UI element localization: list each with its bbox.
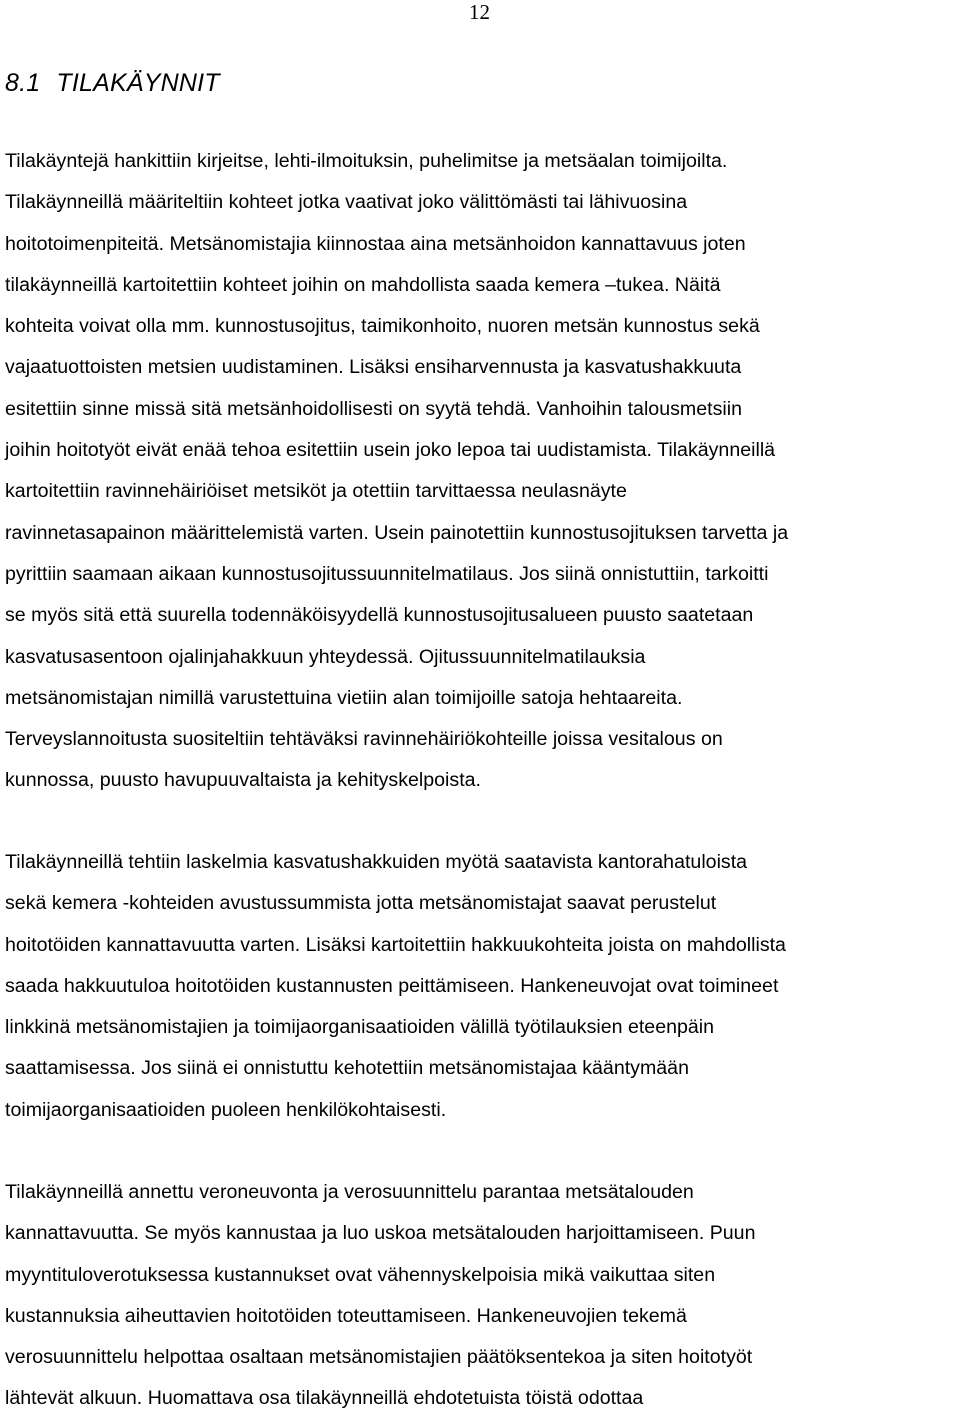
- text-line: sekä kemera -kohteiden avustussummista jotta metsänomistajat saavat perustelut: [5, 892, 717, 915]
- text-line: hoitotöiden kannattavuutta varten. Lisäksi kartoitettiin hakkuukohteita joista on mahdollista: [5, 933, 786, 956]
- text-line: metsänomistajan nimillä varustettuina vietiin alan toimijoille satoja hehtaareita.: [5, 686, 683, 709]
- paragraph-3: [5, 1172, 960, 1420]
- text-line: ravinnetasapainon määrittelemistä varten. Usein painotettiin kunnostusojituksen tarvetta ja: [5, 521, 789, 544]
- text-line: verosuunnittelu helpottaa osaltaan metsänomistajien päätöksentekoa ja siten hoitotyöt: [5, 1346, 753, 1369]
- text-line: se myös sitä että suurella todennäköisyydellä kunnostusojitusalueen puusto saatetaan: [5, 604, 754, 627]
- page-number: 12: [469, 0, 490, 24]
- paragraph-2: [5, 842, 960, 1131]
- section-number: 8.1: [5, 69, 41, 97]
- text-line: tilakäynneillä kartoitettiin kohteet joihin on mahdollista saada kemera –tukea. Näitä: [5, 273, 721, 296]
- text-line: Tilakäynneillä määriteltiin kohteet jotka vaativat joko välittömästi tai lähivuosina: [5, 191, 688, 214]
- paragraph-1: [5, 141, 960, 802]
- text-line: kasvatusasentoon ojalinjahakkuun yhteydessä. Ojitussuunnitelmatilauksia: [5, 645, 646, 668]
- text-line: kunnossa, puusto havupuuvaltaista ja kehityskelpoista.: [5, 769, 481, 792]
- text-line: Terveyslannoitusta suositeltiin tehtäväksi ravinnehäiriökohteille joissa vesitalous on: [5, 728, 723, 751]
- text-line: saada hakkuutuloa hoitotöiden kustannusten peittämiseen. Hankeneuvojat ovat toimineet: [5, 974, 779, 997]
- text-line: saattamisessa. Jos siinä ei onnistuttu kehotettiin metsänomistajaa kääntymään: [5, 1057, 689, 1080]
- text-line: kohteita voivat olla mm. kunnostusojitus, taimikonhoito, nuoren metsän kunnostus sekä: [5, 315, 760, 338]
- text-line: kustannuksia aiheuttavien hoitotöiden toteuttamiseen. Hankeneuvojien tekemä: [5, 1304, 687, 1327]
- text-line: vajaatuottoisten metsien uudistaminen. Lisäksi ensiharvennusta ja kasvatushakkuuta: [5, 356, 742, 379]
- text-line: toimijaorganisaatioiden puoleen henkilökohtaisesti.: [5, 1098, 447, 1121]
- text-line: hoitotoimenpiteitä. Metsänomistajia kiinnostaa aina metsänhoidon kannattavuus joten: [5, 232, 746, 255]
- text-line: kartoitettiin ravinnehäiriöiset metsiköt ja otettiin tarvittaessa neulasnäyte: [5, 480, 627, 503]
- text-line: Tilakäyntejä hankittiin kirjeitse, lehti-ilmoituksin, puhelimitse ja metsäalan toimijoilta.: [5, 150, 728, 172]
- section-heading: [5, 66, 220, 100]
- text-line: linkkinä metsänomistajien ja toimijaorganisaatioiden välillä työtilauksien eteenpäin: [5, 1016, 715, 1039]
- text-line: pyrittiin saamaan aikaan kunnostusojitussuunnitelmatilaus. Jos siinä onnistuttiin, tarkoitti: [5, 562, 769, 585]
- text-line: esitettiin sinne missä sitä metsänhoidollisesti on syytä tehdä. Vanhoihin talousmetsiin: [5, 397, 742, 420]
- text-line: Tilakäynneillä annettu veroneuvonta ja verosuunnittelu parantaa metsätalouden: [5, 1181, 694, 1203]
- text-line: lähtevät alkuun. Huomattava osa tilakäynneillä ehdotetuista töistä odottaa: [5, 1387, 644, 1410]
- text-line: kannattavuutta. Se myös kannustaa ja luo uskoa metsätalouden harjoittamiseen. Puun: [5, 1222, 756, 1245]
- text-line: joihin hoitotyöt eivät enää tehoa esitettiin usein joko lepoa tai uudistamista. Tilakäynneillä: [5, 439, 776, 462]
- text-line: myyntituloverotuksessa kustannukset ovat vähennyskelpoisia mikä vaikuttaa siten: [5, 1263, 716, 1286]
- text-line: Tilakäynneillä tehtiin laskelmia kasvatushakkuiden myötä saatavista kantorahatuloista: [5, 851, 748, 873]
- section-title: TILAKÄYNNIT: [56, 69, 220, 97]
